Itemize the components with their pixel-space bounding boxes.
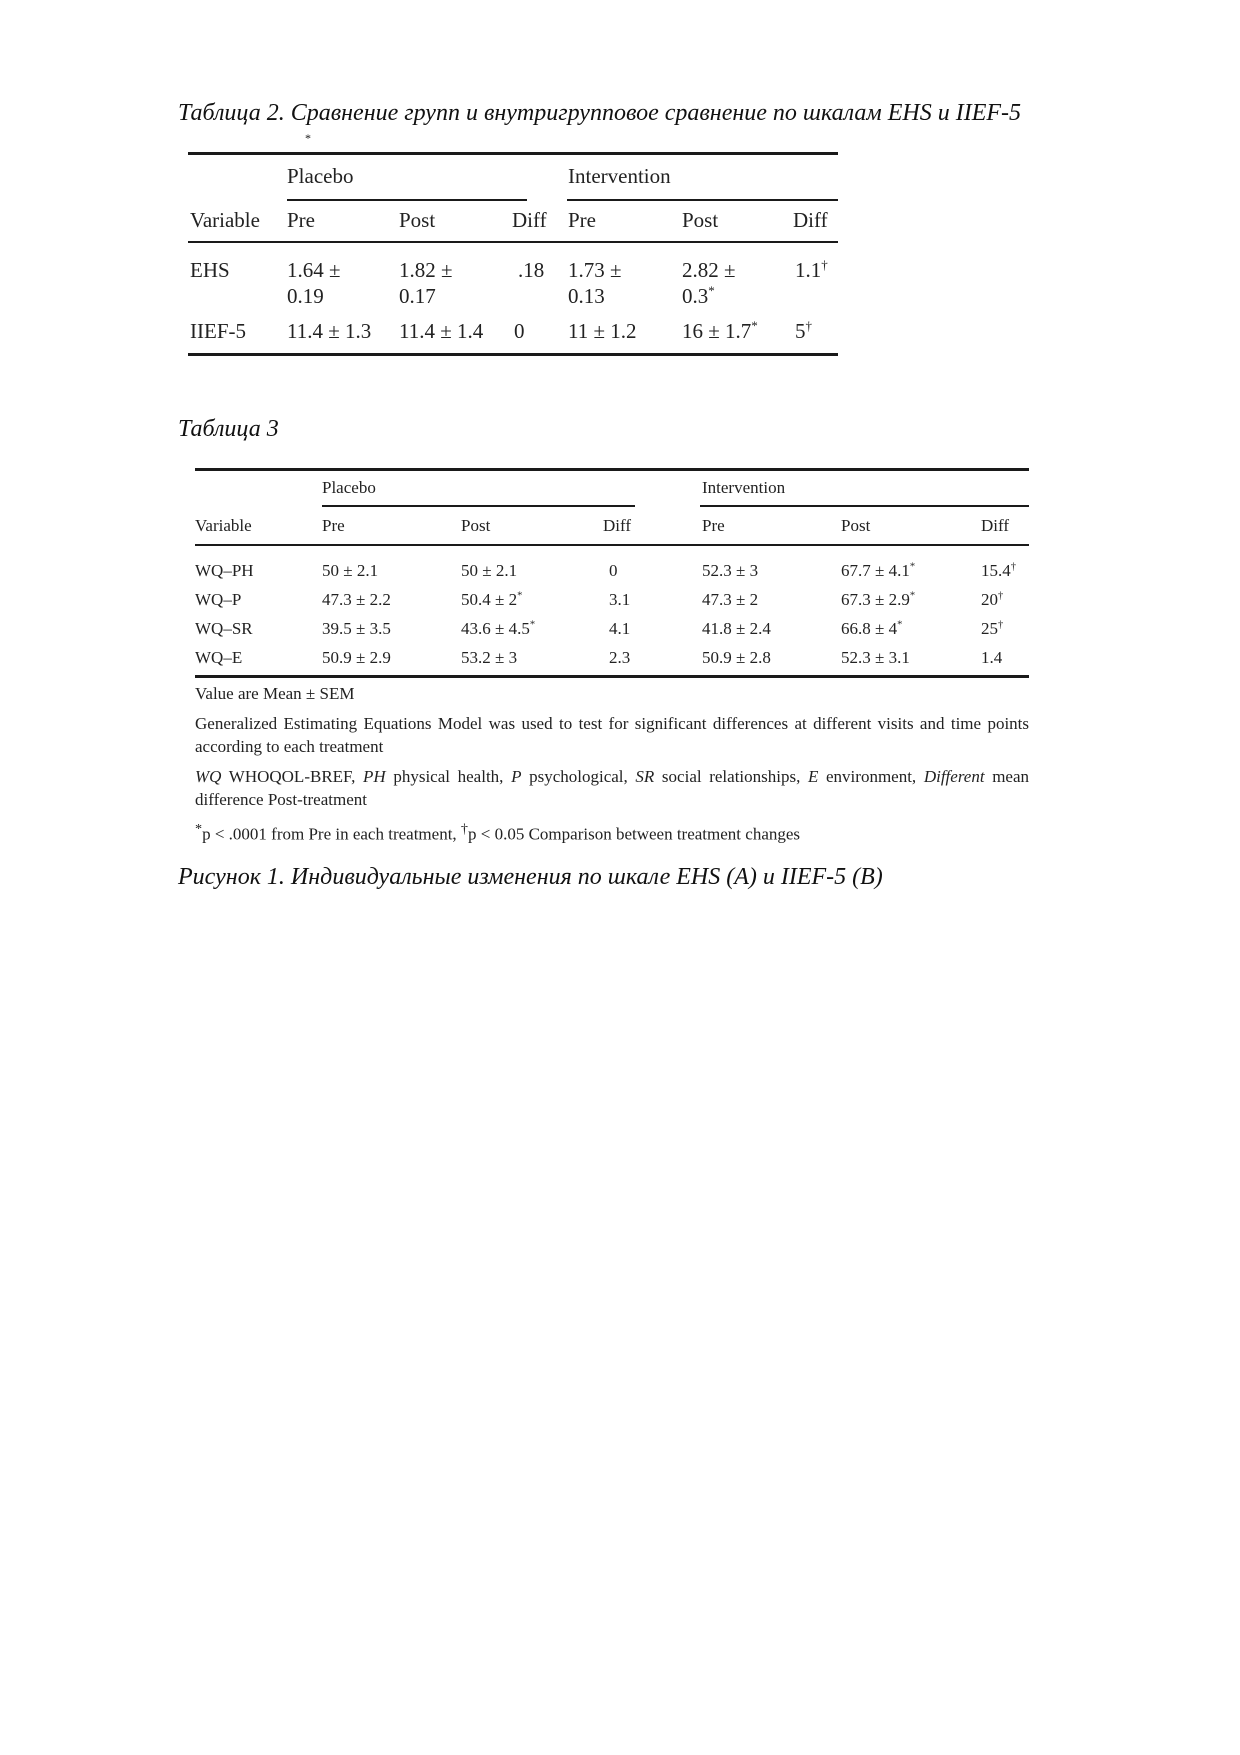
table-cell: [682, 283, 715, 309]
table-cell: [461, 647, 517, 669]
abbr-text: psychological,: [521, 767, 636, 786]
table2-header-rule: [188, 241, 838, 243]
significance-text: p < 0.05 Comparison between treatment changes: [468, 824, 801, 844]
table3-notes: [195, 682, 1029, 853]
abbr-term: WQ: [195, 767, 222, 786]
significance-mark: *: [751, 318, 758, 333]
table-cell: [461, 589, 522, 611]
table2-caption: Таблица 2. Сравнение групп и внутригрупповое сравнение по шкалам EHS и IIEF-5: [178, 100, 1022, 126]
cell-value: 20: [981, 590, 998, 609]
cell-value: 67.3 ± 2.9: [841, 590, 910, 609]
table-cell: .18: [518, 258, 545, 282]
table-cell-variable: IIEF-5: [190, 319, 246, 343]
note-model: Generalized Estimating Equations Model was used to test for significant differences at different visits and time points according to each treatment: [195, 714, 1029, 756]
significance-mark: *: [517, 590, 523, 602]
table-cell-variable: [195, 647, 242, 669]
table-cell: 0.13: [568, 284, 605, 308]
abbr-text: WHOQOL-BREF,: [221, 767, 364, 786]
abbr-term: Different: [923, 767, 985, 786]
table3: [195, 468, 1029, 678]
table-cell: [702, 589, 758, 611]
significance-mark: *: [897, 619, 903, 631]
cell-value: WQ–PH: [195, 561, 254, 580]
significance-mark: †: [998, 619, 1004, 631]
cell-value: 16 ± 1.7: [682, 319, 752, 343]
cell-value: 1.1: [795, 258, 822, 282]
cell-value: WQ–E: [195, 648, 243, 667]
note-values: Value are Mean ± SEM: [195, 684, 355, 703]
abbr-text: environment,: [818, 767, 924, 786]
table-cell: [795, 318, 812, 344]
figure1-caption: Рисунок 1. Индивидуальные изменения по шкале EHS (А) и IIEF-5 (В): [178, 864, 883, 890]
cell-value: 50.9 ± 2.9: [322, 648, 391, 667]
column-header: Post: [461, 516, 491, 535]
column-header: Pre: [322, 516, 345, 535]
table-cell-variable: [195, 560, 254, 582]
column-header: Variable: [190, 208, 260, 232]
cell-value: 66.8 ± 4: [841, 619, 898, 638]
note-significance: [195, 818, 1029, 846]
column-header: Pre: [568, 208, 596, 232]
table-cell: [609, 589, 630, 611]
table-cell: 11.4 ± 1.3: [287, 319, 372, 343]
cell-value: 1.4: [981, 648, 1003, 667]
cell-value: 2.3: [609, 648, 631, 667]
table-cell-variable: EHS: [190, 258, 230, 282]
column-header: Post: [682, 208, 719, 232]
cell-value: 67.7 ± 4.1: [841, 561, 910, 580]
significance-mark: *: [708, 283, 715, 298]
cell-value: 15.4: [981, 561, 1011, 580]
table-cell: [702, 647, 771, 669]
table3-top-rule: [195, 468, 1029, 471]
table-cell: [981, 560, 1016, 582]
table-cell-variable: [195, 618, 253, 640]
cell-value: 41.8 ± 2.4: [702, 619, 771, 638]
cell-value: WQ–SR: [195, 619, 253, 638]
table-cell: 1.82 ±: [399, 258, 453, 282]
cell-value: 50.9 ± 2.8: [702, 648, 771, 667]
cell-value: 5: [795, 319, 806, 343]
significance-mark: †: [1010, 561, 1017, 573]
table-cell: 1.64 ±: [287, 258, 341, 282]
group-header-intervention: Intervention: [702, 478, 786, 497]
table3-bottom-rule: [195, 675, 1029, 678]
abbr-text: physical health,: [385, 767, 512, 786]
column-header: Diff: [603, 516, 632, 535]
table-cell: [702, 560, 758, 582]
table-cell: [841, 560, 915, 582]
table-cell: [609, 618, 630, 640]
significance-text: p < .0001 from Pre in each treatment,: [202, 824, 461, 844]
significance-mark: *: [909, 561, 916, 573]
table-cell: [609, 647, 630, 669]
table-cell: 0.19: [287, 284, 324, 308]
table-cell: [981, 618, 1003, 640]
cell-value: 52.3 ± 3.1: [841, 648, 910, 667]
abbr-term: PH: [363, 767, 386, 786]
group-header-intervention: Intervention: [568, 164, 671, 188]
column-header: Variable: [195, 516, 252, 535]
cell-value: 0.3: [682, 284, 709, 308]
significance-mark: *: [909, 590, 916, 602]
abbr-text: social relationships,: [654, 767, 808, 786]
column-header: Post: [399, 208, 436, 232]
cell-value: 52.3 ± 3: [702, 561, 759, 580]
significance-mark: †: [805, 318, 813, 333]
table-cell: 0.17: [399, 284, 436, 308]
placebo-group-rule: [287, 199, 527, 201]
abbr-term: E: [807, 767, 819, 786]
table-cell: [609, 560, 618, 582]
table-cell: 2.82 ±: [682, 258, 736, 282]
table-cell: [322, 589, 391, 611]
table-cell: [682, 318, 758, 344]
table2-bottom-rule: [188, 353, 838, 356]
abbr-term: SR: [635, 767, 655, 786]
abbr-text: mean difference Post-treatment: [195, 767, 1030, 809]
abbr-term: P: [511, 767, 522, 786]
significance-mark: †: [460, 821, 468, 837]
table-cell: [981, 589, 1003, 611]
group-header-placebo: Placebo: [322, 478, 376, 497]
cell-value: 50 ± 2.1: [322, 561, 379, 580]
cell-value: 47.3 ± 2: [702, 590, 759, 609]
cell-value: 43.6 ± 4.5: [461, 619, 530, 638]
intervention-group-rule: [567, 199, 838, 201]
cell-value: 39.5 ± 3.5: [322, 619, 391, 638]
column-header: Post: [841, 516, 871, 535]
table-cell: [322, 560, 378, 582]
table-cell-variable: [195, 589, 241, 611]
table-cell: 1.73 ±: [568, 258, 622, 282]
cell-value: 50 ± 2.1: [461, 561, 518, 580]
cell-value: 53.2 ± 3: [461, 648, 518, 667]
table3-header-rule: [195, 544, 1029, 546]
cell-value: 0: [609, 561, 618, 580]
significance-mark: †: [821, 257, 828, 272]
significance-mark: *: [195, 821, 203, 837]
column-header: Diff: [793, 208, 828, 232]
cell-value: 25: [981, 619, 998, 638]
table-cell: 11 ± 1.2: [568, 319, 637, 343]
table-cell: [841, 618, 902, 640]
table-cell: [702, 618, 771, 640]
cell-value: 47.3 ± 2.2: [322, 590, 391, 609]
table-cell: 0: [514, 319, 525, 343]
table-cell: [981, 647, 1002, 669]
column-header: Pre: [702, 516, 725, 535]
note-abbreviations: [195, 765, 1029, 811]
cell-value: WQ–P: [195, 590, 242, 609]
column-header: Diff: [512, 208, 547, 232]
significance-mark: *: [529, 619, 536, 631]
stray-asterisk: *: [305, 131, 311, 145]
table-cell: 11.4 ± 1.4: [399, 319, 484, 343]
intervention-group-rule: [700, 505, 1029, 507]
column-header: Diff: [981, 516, 1010, 535]
table3-caption: Таблица 3: [178, 416, 279, 442]
table-cell: [795, 257, 828, 283]
table-cell: [461, 618, 535, 640]
cell-value: 4.1: [609, 619, 631, 638]
significance-mark: †: [998, 590, 1004, 602]
table-cell: [461, 560, 517, 582]
placebo-group-rule: [322, 505, 635, 507]
table2-top-rule: [188, 152, 838, 155]
table-cell: [841, 647, 910, 669]
table-cell: [841, 589, 915, 611]
cell-value: 50.4 ± 2: [461, 590, 518, 609]
cell-value: 3.1: [609, 590, 631, 609]
table2: [188, 152, 838, 362]
column-header: Pre: [287, 208, 315, 232]
table-cell: [322, 618, 391, 640]
group-header-placebo: Placebo: [287, 164, 354, 188]
table-cell: [322, 647, 391, 669]
